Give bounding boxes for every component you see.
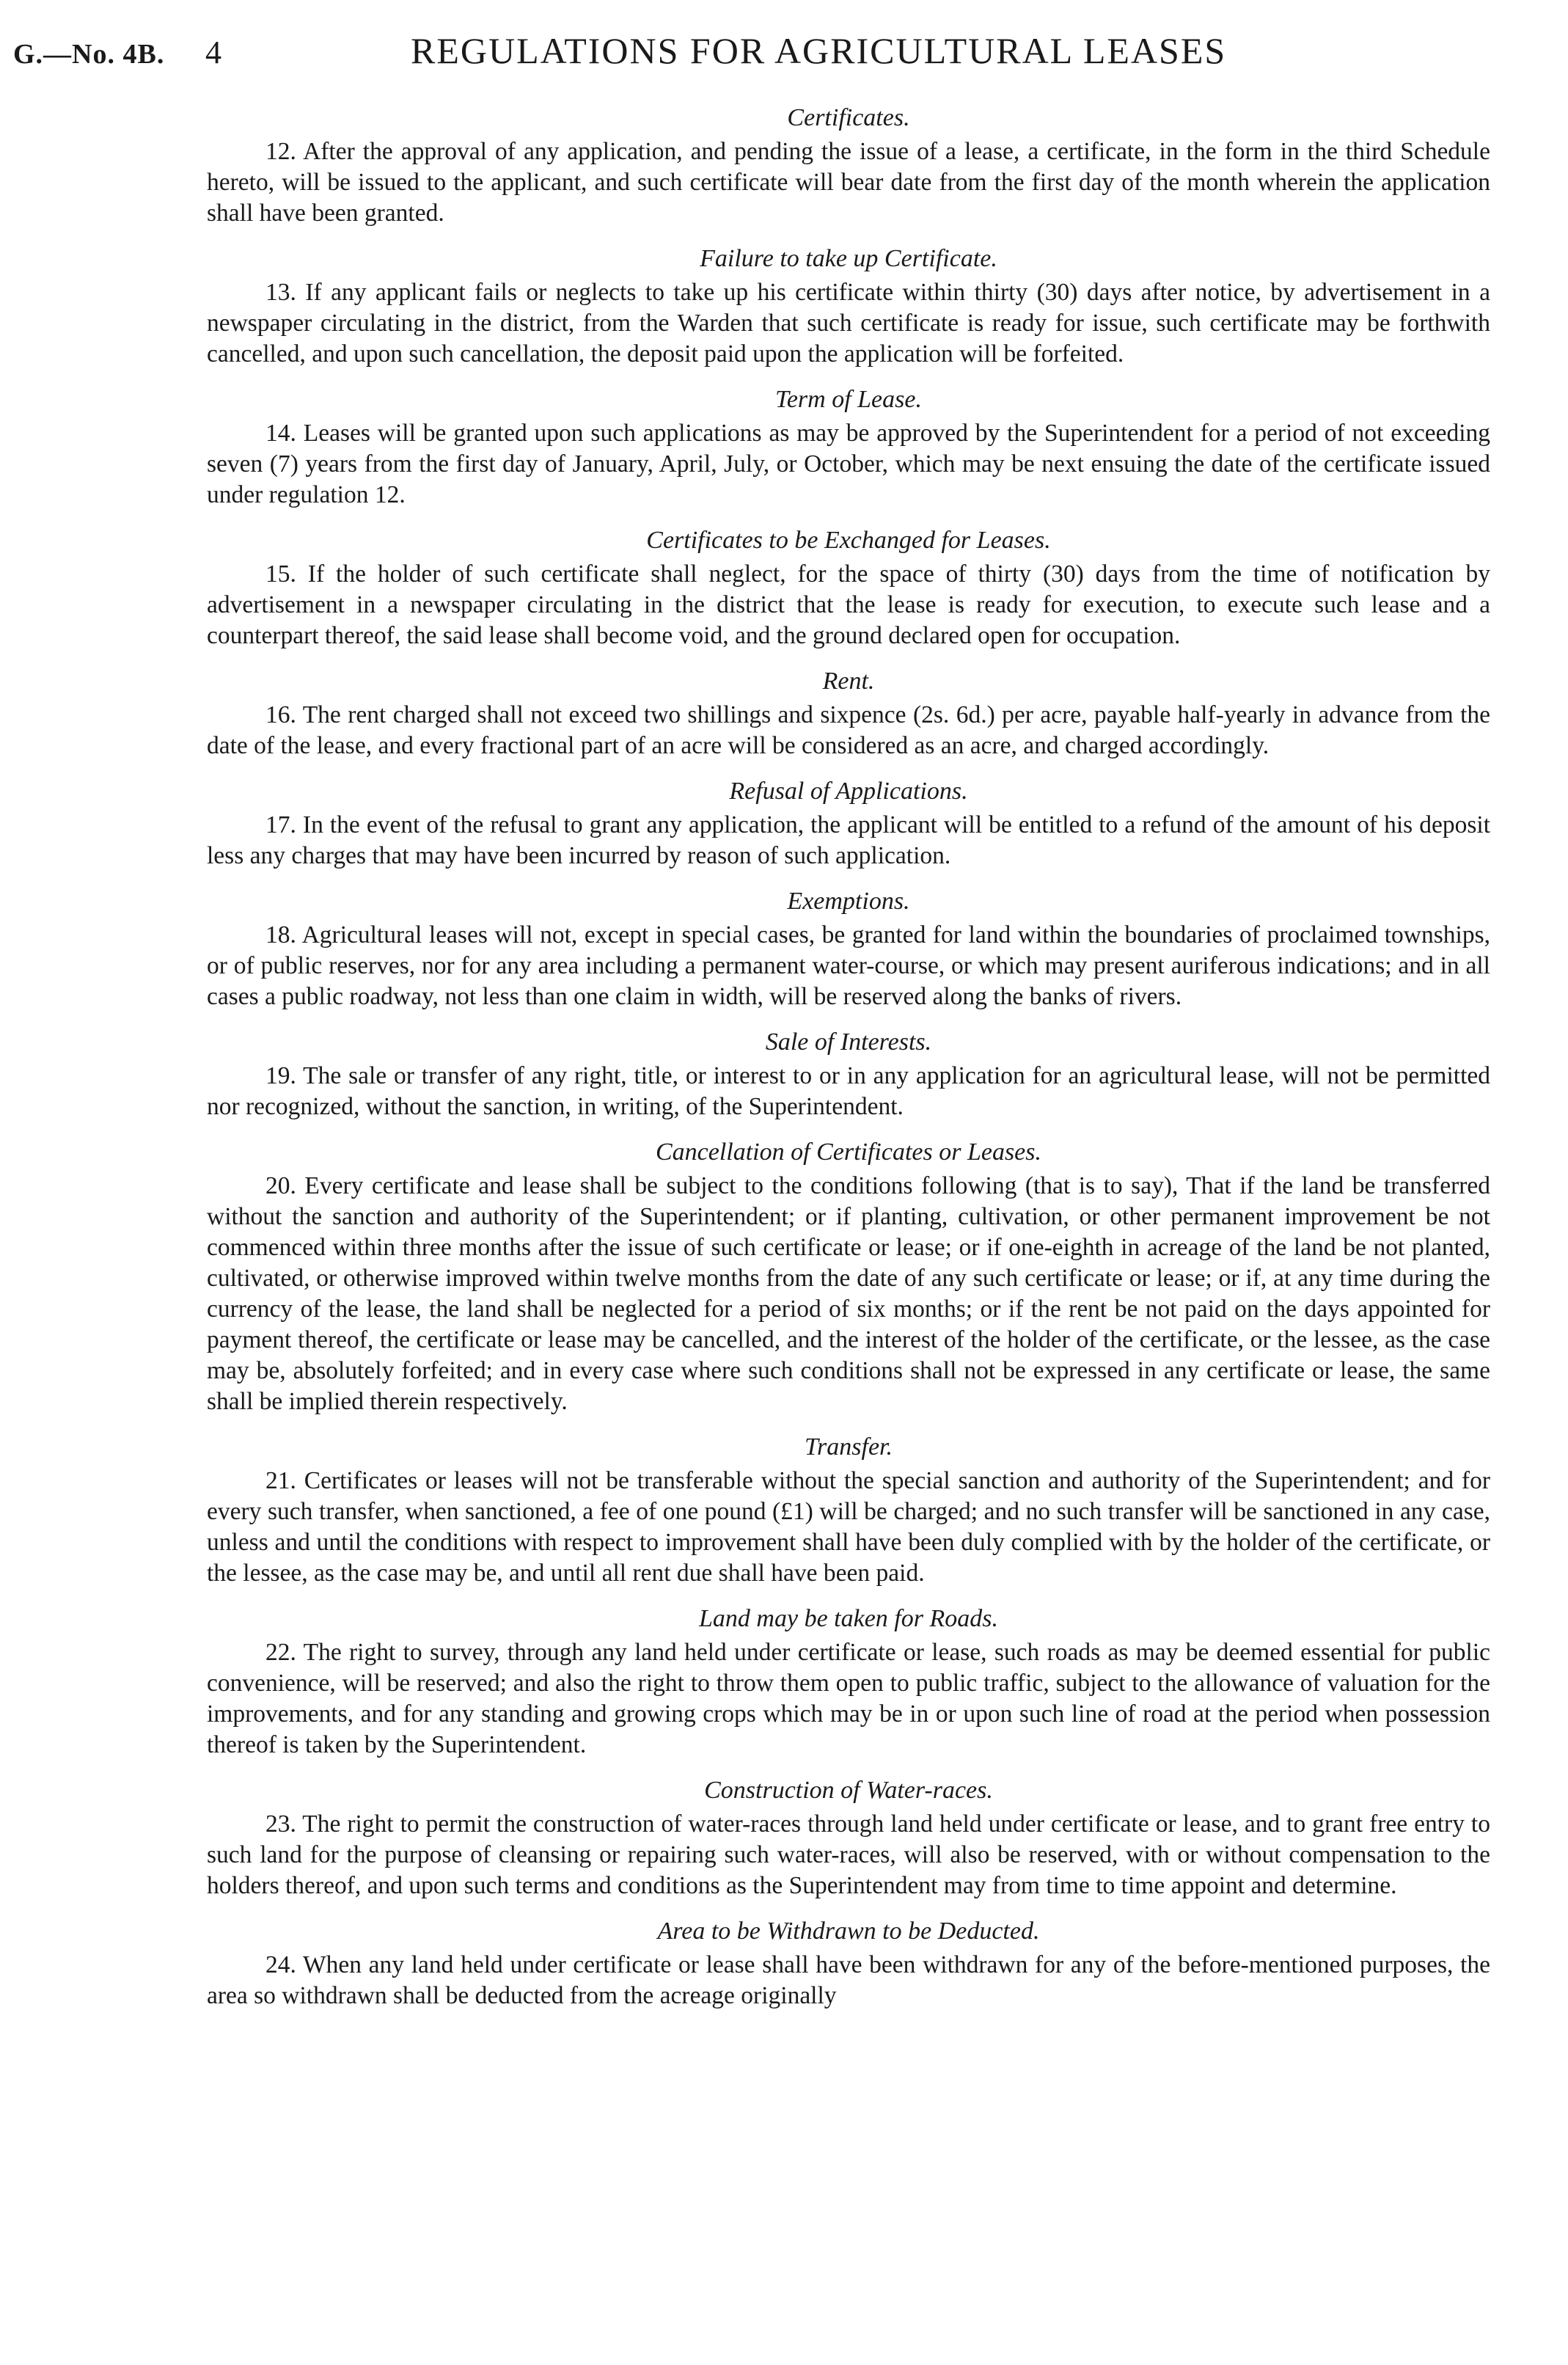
page-header: [0, 29, 1568, 81]
section-12: [207, 103, 1490, 229]
page-number: 4: [205, 34, 221, 70]
section-heading: Construction of Water-races.: [704, 1777, 993, 1804]
section-15: [207, 525, 1490, 651]
section-text: 23. The right to permit the construction of water-races through land held under certificate or lease, and to grant free entry to such land for the purpose of cleansing or repairing such water-races, will also be reserved, with or without compensation to the holders thereof, and upon such terms and conditions as the Superintendent may from time to time appoint and determine.: [207, 1810, 1490, 1899]
section-text: 24. When any land held under certificate or lease shall have been withdrawn for any of the before-mentioned purposes, the area so withdrawn shall be deducted from the acreage originally: [207, 1951, 1490, 2009]
section-18: [207, 886, 1490, 1012]
section-heading: Refusal of Applications.: [729, 778, 968, 805]
section-23: [207, 1775, 1490, 1901]
section-text: 22. The right to survey, through any land held under certificate or lease, such roads as may be deemed essential for public convenience, will be reserved; and also the right to throw them open to public traffic, subject to the allowance of valuation for the improvements, and for any standing and growing crops which may be in or upon such line of road at the period when possession thereof is taken by the Superintendent.: [207, 1639, 1490, 1758]
section-heading: Transfer.: [805, 1433, 893, 1461]
section-text: 16. The rent charged shall not exceed two shillings and sixpence (2s. 6d.) per acre, payable half-yearly in advance from the date of the lease, and every fractional part of an acre will be considered as an acre, and charged accordingly.: [207, 701, 1490, 759]
page-title: REGULATIONS FOR AGRICULTURAL LEASES: [411, 30, 1227, 71]
section-text: 13. If any applicant fails or neglects to take up his certificate within thirty (30) days after notice, by advertisement in a newspaper circulating in the district, from the Warden that such certificate is ready for issue, such certificate may be forthwith cancelled, and upon such cancellation, the deposit paid upon the application will be forfeited.: [207, 279, 1490, 368]
section-heading: Cancellation of Certificates or Leases.: [655, 1138, 1042, 1166]
section-text: 15. If the holder of such certificate shall neglect, for the space of thirty (30) days from the time of notification by advertisement in a newspaper circulating in the district that the lease is ready for execution, to execute such lease and a counterpart thereof, the said lease shall become void, and the ground declared open for occupation.: [207, 560, 1490, 649]
section-14: [207, 384, 1490, 511]
section-text: 12. After the approval of any application, and pending the issue of a lease, a certificate, in the form in the third Schedule hereto, will be issued to the applicant, and such certificate will bear date from the first day of the month wherein the application shall have been granted.: [207, 138, 1490, 227]
section-heading: Term of Lease.: [775, 386, 922, 413]
section-text: 19. The sale or transfer of any right, title, or interest to or in any application for an agricultural lease, will not be permitted nor recognized, without the sanction, in writing, of the Superintendent.: [207, 1062, 1490, 1120]
section-text: 21. Certificates or leases will not be transferable without the special sanction and authority of the Superintendent; and for every such transfer, when sanctioned, a fee of one pound (£1) will be charged; and no such transfer will be sanctioned in any case, unless and until the conditions with respect to improvement shall have been duly complied with by the holder of the certificate, or the lessee, as the case may be, and until all rent due shall have been paid.: [207, 1467, 1490, 1587]
section-text: 20. Every certificate and lease shall be subject to the conditions following (that is to say), That if the land be transferred without the sanction and authority of the Superintendent; or if planting, cultivation, or other permanent improvement be not commenced within three months after the issue of such certificate or lease; or if one-eighth in acreage of the land be not planted, cultivated, or otherwise improved within twelve months from the date of any such certificate or lease; or if, at any time during the currency of the lease, the land shall be neglected for a period of six months; or if the rent be not paid on the days appointed for payment thereof, the certificate or lease may be cancelled, and the interest of the holder of the certificate, or the lessee, as the case may be, absolutely forfeited; and in every case where such conditions shall not be expressed in any certificate or lease, the same shall be implied therein respectively.: [207, 1172, 1490, 1415]
section-heading: Land may be taken for Roads.: [699, 1605, 998, 1632]
section-20: [207, 1137, 1490, 1417]
document-body: [207, 103, 1490, 2026]
section-21: [207, 1432, 1490, 1589]
section-text: 14. Leases will be granted upon such applications as may be approved by the Superintendent for a period of not exceeding seven (7) years from the first day of January, April, July, or October, which may be next ensuing the date of the certificate issued under regulation 12.: [207, 420, 1490, 508]
document-reference: G.—No. 4B.: [13, 39, 165, 70]
section-text: 18. Agricultural leases will not, except in special cases, be granted for land within the boundaries of proclaimed townships, or of public reserves, nor for any area including a permanent water-course, or which may present auriferous indications; and in all cases a public roadway, not less than one claim in width, will be reserved along the banks of rivers.: [207, 921, 1490, 1010]
section-text: 17. In the event of the refusal to grant any application, the applicant will be entitled to a refund of the amount of his deposit less any charges that may have been incurred by reason of such application.: [207, 811, 1490, 869]
section-heading: Failure to take up Certificate.: [700, 245, 997, 272]
section-19: [207, 1027, 1490, 1122]
section-13: [207, 244, 1490, 370]
section-heading: Rent.: [822, 668, 875, 695]
section-16: [207, 666, 1490, 761]
section-heading: Certificates.: [787, 104, 910, 131]
section-22: [207, 1604, 1490, 1761]
section-heading: Area to be Withdrawn to be Deducted.: [657, 1918, 1040, 1945]
section-heading: Exemptions.: [787, 888, 910, 915]
section-heading: Sale of Interests.: [765, 1028, 932, 1056]
section-heading: Certificates to be Exchanged for Leases.: [646, 527, 1051, 554]
section-24: [207, 1916, 1490, 2011]
section-17: [207, 776, 1490, 871]
